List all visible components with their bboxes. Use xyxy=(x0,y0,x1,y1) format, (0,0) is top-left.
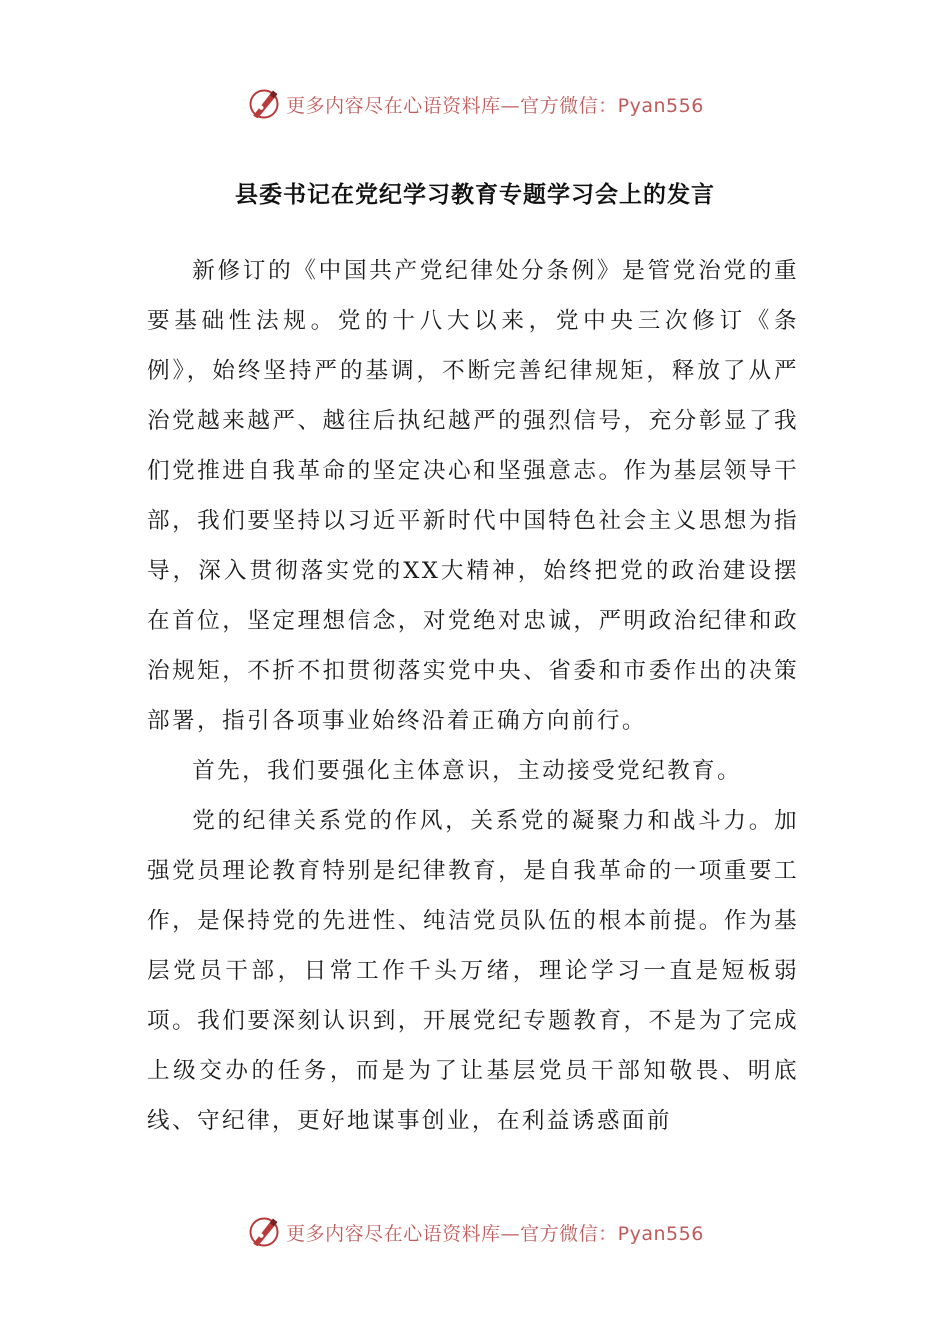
footer-watermark-banner xyxy=(0,1212,950,1252)
pen-nib-logo-icon xyxy=(246,1214,282,1250)
wechat-handle: Pyan556 xyxy=(617,1222,704,1245)
document-title: 县委书记在党纪学习教育专题学习会上的发言 xyxy=(235,181,715,208)
paragraph: 首先，我们要强化主体意识，主动接受党纪教育。 xyxy=(192,758,743,784)
document-body xyxy=(147,246,799,1146)
wechat-handle: Pyan556 xyxy=(617,94,704,117)
header-watermark-banner xyxy=(0,84,950,124)
watermark-text: 更多内容尽在心语资料库—官方微信：Pyan556 xyxy=(286,1222,704,1245)
paragraph: 新修订的《中国共产党纪律处分条例》是管党治党的重要基础性法规。党的十八大以来，党中央三次修订《条例》，始终坚持严的基调，不断完善纪律规矩，释放了从严治党越来越严、越往后执纪越严的强烈信号，充分彰显了我们党推进自我革命的坚定决心和坚强意志。作为基层领导干部，我们要坚持以习近平新时代中国特色社会主义思想为指导，深入贯彻落实党的XX大精神，始终把党的政治建设摆在首位，坚定理想信念，对党绝对忠诚，严明政治纪律和政治规矩，不折不扣贯彻落实党中央、省委和市委作出的决策部署，指引各项事业始终沿着正确方向前行。 xyxy=(147,258,799,734)
pen-nib-logo-icon xyxy=(246,86,282,122)
watermark-text: 更多内容尽在心语资料库—官方微信：Pyan556 xyxy=(286,94,704,117)
paragraph: 党的纪律关系党的作风，关系党的凝聚力和战斗力。加强党员理论教育特别是纪律教育，是自我革命的一项重要工作，是保持党的先进性、纯洁党员队伍的根本前提。作为基层党员干部，日常工作千头万绪，理论学习一直是短板弱项。我们要深刻认识到，开展党纪专题教育，不是为了完成上级交办的任务，而是为了让基层党员干部知敬畏、明底线、守纪律，更好地谋事创业，在利益诱惑面前 xyxy=(147,808,799,1134)
